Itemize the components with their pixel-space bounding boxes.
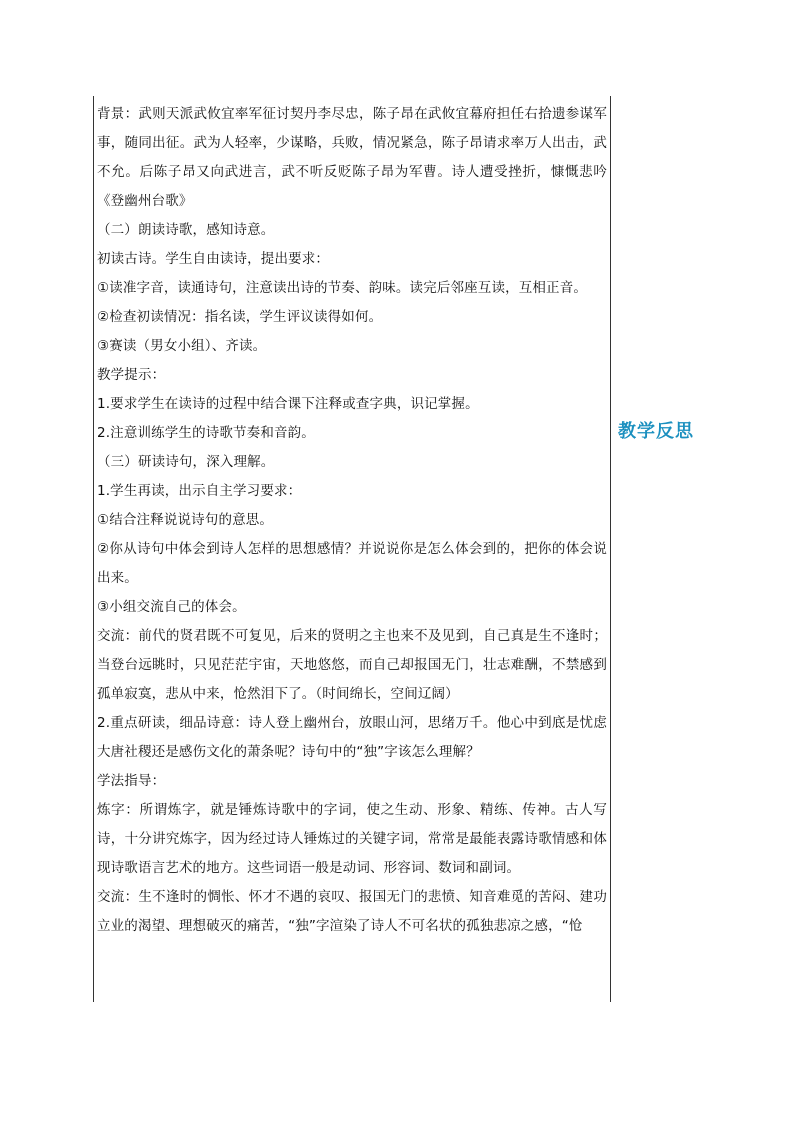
- paragraph: 1.学生再读，出示自主学习要求：: [97, 483, 302, 499]
- discussion-paragraph: 交流：前代的贤君既不可复见，后来的贤明之主也来不及见到，自己真是生不逢时；当登台远眺时，只见茫茫宇宙，天地悠悠，而自己却报国无门，壮志难酬，不禁感到孤单寂寞，悲从中来，怆然泪下了。（时间绵长，空间辽阔）: [97, 628, 607, 702]
- list-item: ③小组交流自己的体会。: [97, 599, 246, 615]
- paragraph: 炼字：所谓炼字，就是锤炼诗歌中的字词，使之生动、形象、精练、传神。古人写诗，十分讲究炼字，因为经过诗人锤炼过的关键字词，常常是最能表露诗歌情感和体现诗歌语言艺术的地方。这些词语一般是动词、形容词、数词和副词。: [97, 802, 607, 876]
- discussion-paragraph: 交流：生不逢时的惆怅、怀才不遇的哀叹、报国无门的悲愤、知音难觅的苦闷、建功立业的渴望、理想破灭的痛苦，“独”字渲染了诗人不可名状的孤独悲凉之感，“怆: [97, 889, 607, 934]
- list-item: ②你从诗句中体会到诗人怎样的思想感情？并说说你是怎么体会到的，把你的体会说出来。: [97, 541, 607, 586]
- teaching-tips-heading: 教学提示：: [97, 367, 166, 383]
- table-column-divider: [610, 96, 611, 1002]
- paragraph: 初读古诗。学生自由读诗，提出要求：: [97, 251, 330, 267]
- list-item: 1.要求学生在读诗的过程中结合课下注释或查字典，识记掌握。: [97, 396, 479, 412]
- list-item: ③赛读（男女小组）、齐读。: [97, 338, 267, 354]
- background-paragraph: 背景：武则天派武攸宜率军征讨契丹李尽忠，陈子昂在武攸宜幕府担任右拾遗参谋军事，随同出征。武为人轻率，少谋略，兵败，情况紧急，陈子昂请求率万人出击，武不允。后陈子昂又向武进言，武不听反贬陈子昂为军曹。诗人遭受挫折，慷慨悲吟《登幽州台歌》: [97, 106, 607, 209]
- teaching-reflection-title: 教学反思: [618, 421, 694, 442]
- section-heading-study: （三）研读诗句，深入理解。: [97, 454, 275, 470]
- list-item: ①结合注释说说诗句的意思。: [97, 512, 274, 528]
- table-left-border: [93, 96, 94, 1002]
- list-item: 2.注意训练学生的诗歌节奏和音韵。: [97, 425, 315, 441]
- lesson-content: [97, 100, 607, 941]
- list-item: ②检查初读情况：指名读，学生评议读得如何。: [97, 309, 383, 325]
- paragraph: 2.重点研读，细品诗意：诗人登上幽州台，放眼山河，思绪万千。他心中到底是忧虑大唐社稷还是感伤文化的萧条呢？诗句中的“独”字该怎么理解？: [97, 715, 607, 760]
- method-guide-heading: 学法指导：: [97, 773, 166, 789]
- list-item: ①读准字音，读通诗句，注意读出诗的节奏、韵味。读完后邻座互读，互相正音。: [97, 280, 588, 296]
- section-heading-recite: （二）朗读诗歌，感知诗意。: [97, 222, 275, 238]
